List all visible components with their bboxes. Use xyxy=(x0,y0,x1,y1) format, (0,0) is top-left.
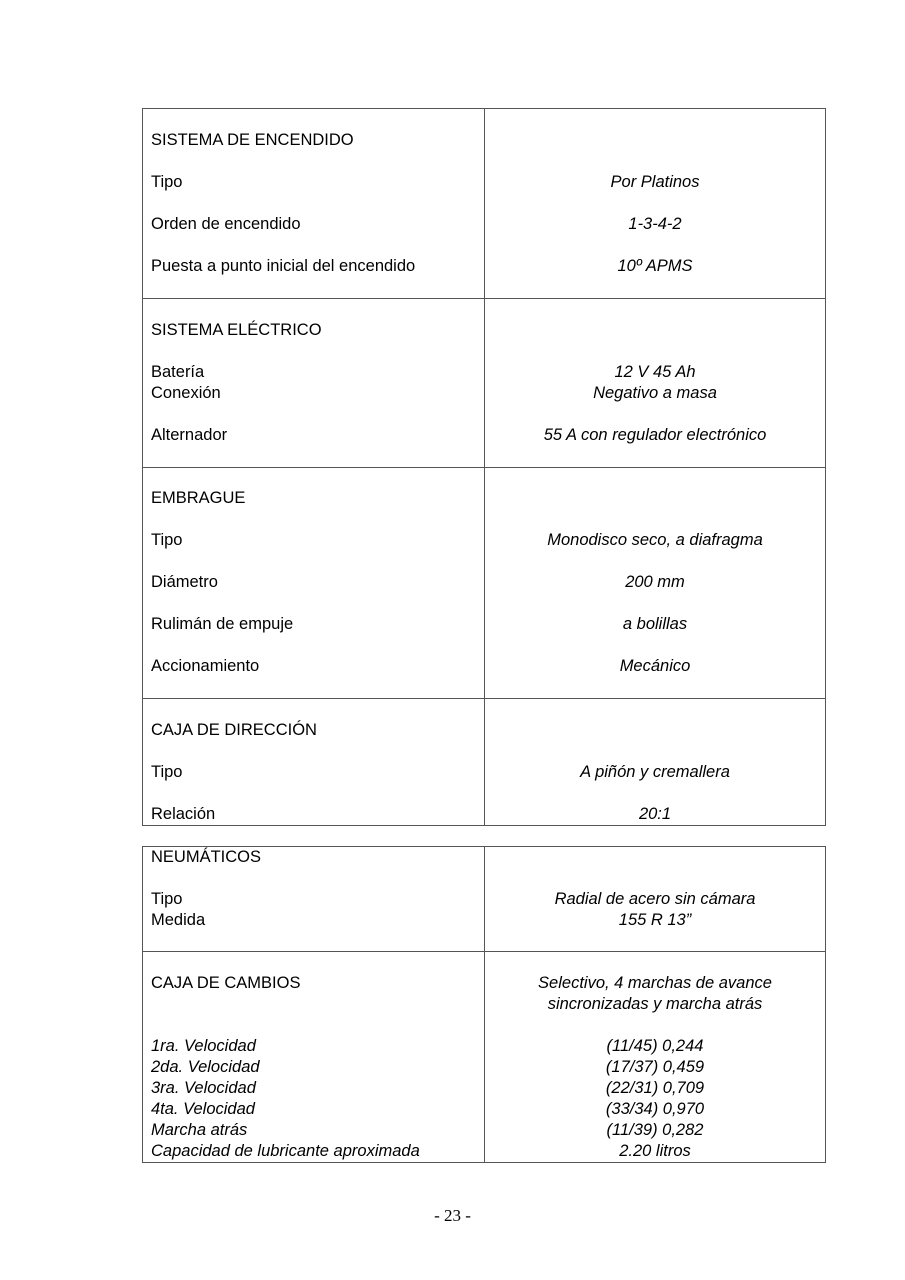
row-label: 4ta. Velocidad xyxy=(151,1100,255,1118)
row-value: (11/45) 0,244 xyxy=(606,1037,704,1055)
section-encendido xyxy=(143,109,826,299)
row-value: (11/39) 0,282 xyxy=(606,1121,704,1139)
section-title: CAJA DE DIRECCIÓN xyxy=(151,721,317,739)
section-title-value: Selectivo, 4 marchas de avance xyxy=(538,974,772,992)
row-label: Orden de encendido xyxy=(151,215,301,233)
section-title: EMBRAGUE xyxy=(151,489,246,507)
row-value: 12 V 45 Ah xyxy=(614,363,696,381)
section-direccion xyxy=(143,699,826,826)
row-label: Batería xyxy=(151,363,205,381)
section-title: NEUMÁTICOS xyxy=(151,848,262,866)
row-value: (33/34) 0,970 xyxy=(605,1100,705,1118)
section-neumaticos xyxy=(143,847,826,952)
row-value: (17/37) 0,459 xyxy=(605,1058,705,1076)
row-value: 2.20 litros xyxy=(619,1142,691,1160)
row-value: Por Platinos xyxy=(610,173,700,191)
row-label: Diámetro xyxy=(151,573,218,591)
row-value: (22/31) 0,709 xyxy=(605,1079,705,1097)
section-title: SISTEMA DE ENCENDIDO xyxy=(151,131,354,149)
page-number: - 23 - xyxy=(434,1206,471,1225)
row-value: a bolillas xyxy=(622,615,688,633)
row-value: 155 R 13” xyxy=(618,911,692,929)
section-title: SISTEMA ELÉCTRICO xyxy=(151,321,322,339)
row-value: Monodisco seco, a diafragma xyxy=(547,531,763,549)
section-embrague xyxy=(143,468,826,699)
row-label: Rulimán de empuje xyxy=(151,615,294,633)
row-label: Tipo xyxy=(151,763,183,781)
row-label: 3ra. Velocidad xyxy=(151,1079,256,1097)
section-electrico xyxy=(143,299,826,468)
row-label: Medida xyxy=(151,911,206,929)
row-label: Tipo xyxy=(151,531,183,549)
row-label: Accionamiento xyxy=(151,657,260,675)
row-value: 20:1 xyxy=(638,805,672,823)
section-title-value: sincronizadas y marcha atrás xyxy=(547,995,763,1013)
row-value: A piñón y cremallera xyxy=(580,763,730,781)
specs-table-2 xyxy=(142,846,826,1163)
row-value: 1-3-4-2 xyxy=(628,215,682,233)
row-label: Marcha atrás xyxy=(151,1121,248,1139)
row-value: 200 mm xyxy=(625,573,685,591)
row-label: Capacidad de lubricante aproximada xyxy=(151,1142,420,1160)
row-label: Tipo xyxy=(151,890,183,908)
row-label: Puesta a punto inicial del encendido xyxy=(151,257,416,275)
row-value: Mecánico xyxy=(619,657,691,675)
row-value: Radial de acero sin cámara xyxy=(554,890,756,908)
section-cambios xyxy=(143,952,826,1163)
row-value: Negativo a masa xyxy=(593,384,717,402)
row-value: 55 A con regulador electrónico xyxy=(543,426,767,444)
row-label: Conexión xyxy=(151,384,221,402)
row-value: 10º APMS xyxy=(617,257,693,275)
row-label: 1ra. Velocidad xyxy=(151,1037,256,1055)
row-label: Alternador xyxy=(151,426,228,444)
row-label: Relación xyxy=(151,805,216,823)
row-label: 2da. Velocidad xyxy=(151,1058,260,1076)
specs-table-1 xyxy=(142,108,826,826)
row-label: Tipo xyxy=(151,173,183,191)
section-title: CAJA DE CAMBIOS xyxy=(151,974,301,992)
